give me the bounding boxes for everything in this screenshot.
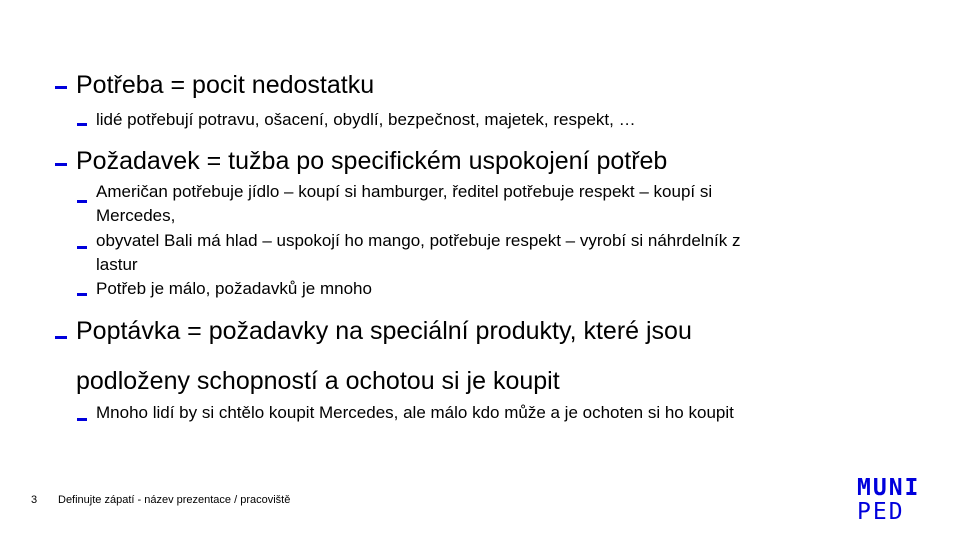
sub-bullet-potreba-example: lidé potřebují potravu, ošacení, obydlí, bezpečnost, majetek, respekt, …	[96, 110, 636, 129]
bullet-marker	[55, 336, 67, 339]
muni-ped-logo	[857, 477, 927, 527]
sub-bullet-american-line1: Američan potřebuje jídlo – koupí si hamburger, ředitel potřebuje respekt – koupí si	[96, 182, 713, 201]
bullet-potreba: Potřeba = pocit nedostatku	[76, 71, 375, 99]
sub-bullet-marker	[77, 246, 87, 249]
bullet-pozadavek: Požadavek = tužba po specifickém uspokojení potřeb	[76, 147, 668, 175]
logo-line-ped: PED	[857, 499, 905, 525]
sub-bullet-marker	[77, 123, 87, 126]
sub-bullet-mercedes: Mnoho lidí by si chtělo koupit Mercedes, ale málo kdo může a je ochoten si ho koupit	[96, 403, 734, 422]
bullet-marker	[55, 163, 67, 166]
logo-line-muni: MUNI	[857, 475, 921, 501]
sub-bullet-bali-line2: lastur	[96, 255, 138, 274]
sub-bullet-marker	[77, 200, 87, 203]
slide-number: 3	[31, 494, 38, 506]
sub-bullet-potreb-malo: Potřeb je málo, požadavků je mnoho	[96, 279, 372, 298]
footer-text: Definujte zápatí - název prezentace / pracoviště	[58, 494, 291, 506]
sub-bullet-bali-line1: obyvatel Bali má hlad – uspokojí ho mango, potřebuje respekt – vyrobí si náhrdelník z	[96, 231, 741, 250]
bullet-marker	[55, 86, 67, 89]
bullet-poptavka-line1: Poptávka = požadavky na speciální produkty, které jsou	[76, 317, 692, 345]
sub-bullet-american-line2: Mercedes,	[96, 206, 176, 225]
sub-bullet-marker	[77, 293, 87, 296]
bullet-poptavka-line2: podloženy schopností a ochotou si je koupit	[76, 367, 560, 395]
sub-bullet-marker	[77, 418, 87, 421]
